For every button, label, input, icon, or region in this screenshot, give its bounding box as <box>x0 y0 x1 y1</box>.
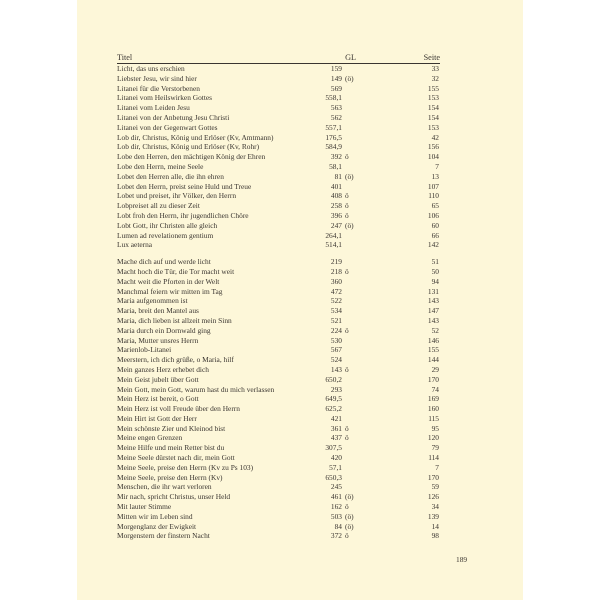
row-gl-number: 264,1 <box>325 230 342 240</box>
row-gl-number: 247 <box>330 220 342 230</box>
table-row <box>117 201 440 211</box>
table-row <box>117 103 440 113</box>
row-gl-number: 521 <box>330 315 342 325</box>
row-mark: (ö) <box>345 511 354 521</box>
row-gl-number: 149 <box>330 73 342 83</box>
table-row <box>117 482 440 492</box>
row-title: Mit lauter Stimme <box>117 502 172 512</box>
row-title: Meine engen Grenzen <box>117 433 183 443</box>
row-title: Lobpreiset all zu dieser Zeit <box>117 201 200 211</box>
row-page: 114 <box>428 453 439 463</box>
row-gl-number: 81 <box>334 171 342 181</box>
row-page: 170 <box>427 472 439 482</box>
row-page: 94 <box>431 276 439 286</box>
row-gl-number: 162 <box>330 502 342 512</box>
row-page: 14 <box>431 521 439 531</box>
row-page: 144 <box>427 355 439 365</box>
table-row <box>117 64 440 74</box>
table-row <box>117 74 440 84</box>
row-page: 50 <box>431 266 439 276</box>
row-title: Mein schönste Zier und Kleinod bist <box>117 423 226 433</box>
table-row <box>117 345 440 355</box>
table-row <box>117 424 440 434</box>
row-title: Macht weit die Pforten in der Welt <box>117 276 220 286</box>
table-row <box>117 443 440 453</box>
row-title: Maria, dich lieben ist allzeit mein Sinn <box>117 315 232 325</box>
row-title: Maria, breit den Mantel aus <box>117 306 199 316</box>
row-page: 115 <box>428 413 439 423</box>
row-gl-number: 650,3 <box>325 472 342 482</box>
table-row <box>117 231 440 241</box>
row-gl-number: 567 <box>330 345 342 355</box>
row-mark: (ö) <box>345 171 354 181</box>
row-title: Lob dir, Christus, König und Erlöser (Kv, Amtmann) <box>117 132 274 142</box>
header-gl: GL <box>345 53 356 62</box>
row-title: Manchmal feiern wir mitten im Tag <box>117 286 223 296</box>
row-gl-number: 569 <box>330 83 342 93</box>
row-gl-number: 421 <box>330 413 342 423</box>
row-page: 42 <box>431 132 439 142</box>
row-gl-number: 461 <box>330 492 342 502</box>
row-title: Meine Seele dürstet nach dir, mein Gott <box>117 453 235 463</box>
table-row <box>117 267 440 277</box>
row-page: 65 <box>431 201 439 211</box>
row-mark: ö <box>345 325 349 335</box>
row-mark: ö <box>345 502 349 512</box>
row-gl-number: 437 <box>330 433 342 443</box>
row-gl-number: 245 <box>330 482 342 492</box>
book-page <box>77 0 523 600</box>
row-mark: ö <box>345 201 349 211</box>
table-row <box>117 172 440 182</box>
row-gl-number: 408 <box>330 191 342 201</box>
row-gl-number: 503 <box>330 511 342 521</box>
row-gl-number: 218 <box>330 266 342 276</box>
row-title: Maria durch ein Dornwald ging <box>117 325 211 335</box>
table-row <box>117 385 440 395</box>
row-gl-number: 143 <box>330 364 342 374</box>
group-spacer <box>117 250 440 257</box>
table-row <box>117 123 440 133</box>
table-row <box>117 522 440 532</box>
row-mark: ö <box>345 152 349 162</box>
row-gl-number: 84 <box>334 521 342 531</box>
row-title: Mein Geist jubelt über Gott <box>117 374 199 384</box>
row-gl-number: 372 <box>330 531 342 541</box>
row-title: Litanei vom Leiden Jesu <box>117 103 190 113</box>
row-gl-number: 361 <box>330 423 342 433</box>
row-title: Litanei für die Verstorbenen <box>117 83 200 93</box>
row-mark: ö <box>345 364 349 374</box>
row-title: Litanei von der Anbetung Jesu Christi <box>117 112 230 122</box>
row-title: Lobe den Herren, den mächtigen König der Ehren <box>117 152 266 162</box>
row-page: 153 <box>427 93 439 103</box>
row-mark: ö <box>345 433 349 443</box>
table-row <box>117 296 440 306</box>
row-gl-number: 176,5 <box>325 132 342 142</box>
row-title: Lob dir, Christus, König und Erlöser (Kv, Rohr) <box>117 142 260 152</box>
row-gl-number: 159 <box>330 64 342 73</box>
table-row <box>117 394 440 404</box>
row-page: 51 <box>431 257 439 267</box>
row-gl-number: 522 <box>330 296 342 306</box>
row-title: Liebster Jesu, wir sind hier <box>117 73 197 83</box>
row-mark: (ö) <box>345 220 354 230</box>
page-number: 189 <box>456 555 468 564</box>
row-page: 160 <box>427 404 439 414</box>
row-gl-number: 472 <box>330 286 342 296</box>
row-page: 106 <box>427 210 439 220</box>
row-page: 143 <box>427 315 439 325</box>
table-row <box>117 414 440 424</box>
row-title: Meine Seele, preise den Herrn (Kv) <box>117 472 223 482</box>
row-page: 59 <box>431 482 439 492</box>
row-page: 156 <box>427 142 439 152</box>
row-page: 154 <box>427 103 439 113</box>
row-title: Morgenglanz der Ewigkeit <box>117 521 197 531</box>
row-gl-number: 420 <box>330 453 342 463</box>
index-group-l <box>117 64 440 250</box>
row-title: Lobet den Herren alle, die ihn ehren <box>117 171 224 181</box>
table-row <box>117 84 440 94</box>
row-title: Mitten wir im Leben sind <box>117 511 193 521</box>
table-row <box>117 326 440 336</box>
row-title: Lobt froh den Herrn, ihr jugendlichen Chöre <box>117 210 249 220</box>
row-title: Meine Seele, preise den Herrn (Kv zu Ps 103) <box>117 462 254 472</box>
table-row <box>117 162 440 172</box>
row-title: Meine Hilfe und mein Retter bist du <box>117 443 225 453</box>
row-gl-number: 58,1 <box>329 161 342 171</box>
row-gl-number: 530 <box>330 335 342 345</box>
row-title: Mein Hirt ist Gott der Herr <box>117 413 197 423</box>
row-gl-number: 650,2 <box>325 374 342 384</box>
row-page: 104 <box>427 152 439 162</box>
row-gl-number: 625,2 <box>325 404 342 414</box>
row-page: 7 <box>435 161 439 171</box>
table-row <box>117 133 440 143</box>
row-title: Licht, das uns erschien <box>117 64 185 73</box>
row-page: 60 <box>431 220 439 230</box>
row-page: 74 <box>431 384 439 394</box>
table-row <box>117 463 440 473</box>
row-page: 155 <box>427 83 439 93</box>
header-title: Titel <box>117 53 133 62</box>
table-row <box>117 211 440 221</box>
row-gl-number: 558,1 <box>325 93 342 103</box>
table-row <box>117 191 440 201</box>
row-title: Mein ganzes Herz erhebet dich <box>117 364 209 374</box>
row-page: 153 <box>427 122 439 132</box>
row-title: Mir nach, spricht Christus, unser Held <box>117 492 231 502</box>
row-gl-number: 524 <box>330 355 342 365</box>
table-row <box>117 531 440 541</box>
row-title: Lumen ad revelationem gentium <box>117 230 214 240</box>
row-page: 66 <box>431 230 439 240</box>
row-page: 142 <box>427 240 439 250</box>
row-gl-number: 514,1 <box>325 240 342 250</box>
table-row <box>117 113 440 123</box>
row-page: 155 <box>427 345 439 355</box>
table-row <box>117 257 440 267</box>
table-row <box>117 287 440 297</box>
row-title: Menschen, die ihr wart verloren <box>117 482 212 492</box>
table-row <box>117 277 440 287</box>
table-row <box>117 512 440 522</box>
table-row <box>117 316 440 326</box>
table-row <box>117 365 440 375</box>
table-row <box>117 404 440 414</box>
row-gl-number: 563 <box>330 103 342 113</box>
row-title: Mein Gott, mein Gott, warum hast du mich verlassen <box>117 384 275 394</box>
table-row <box>117 375 440 385</box>
row-gl-number: 360 <box>330 276 342 286</box>
row-title: Litanei vom Heilswirken Gottes <box>117 93 213 103</box>
header-seite: Seite <box>423 53 440 62</box>
row-gl-number: 562 <box>330 112 342 122</box>
row-page: 98 <box>431 531 439 541</box>
row-title: Maria, Mutter unsres Herrn <box>117 335 199 345</box>
row-gl-number: 584,9 <box>325 142 342 152</box>
row-title: Meerstern, ich dich grüße, o Maria, hilf <box>117 355 234 365</box>
row-title: Mein Herz ist bereit, o Gott <box>117 394 199 404</box>
row-title: Mache dich auf und werde licht <box>117 257 211 267</box>
row-gl-number: 219 <box>330 257 342 267</box>
index-group-m <box>117 257 440 541</box>
row-gl-number: 534 <box>330 306 342 316</box>
row-page: 79 <box>431 443 439 453</box>
row-title: Lobet und preiset, ihr Völker, den Herrn <box>117 191 237 201</box>
row-page: 154 <box>427 112 439 122</box>
row-gl-number: 224 <box>330 325 342 335</box>
row-mark: (ö) <box>345 492 354 502</box>
row-gl-number: 293 <box>330 384 342 394</box>
table-row <box>117 221 440 231</box>
table-row <box>117 336 440 346</box>
row-mark: ö <box>345 266 349 276</box>
row-title: Maria aufgenommen ist <box>117 296 188 306</box>
table-row <box>117 453 440 463</box>
row-mark: ö <box>345 191 349 201</box>
row-page: 147 <box>427 306 439 316</box>
table-row <box>117 502 440 512</box>
row-page: 34 <box>431 502 439 512</box>
row-page: 120 <box>427 433 439 443</box>
row-page: 52 <box>431 325 439 335</box>
table-row <box>117 240 440 250</box>
row-gl-number: 307,5 <box>325 443 342 453</box>
row-page: 107 <box>427 181 439 191</box>
row-page: 139 <box>427 511 439 521</box>
row-mark: ö <box>345 210 349 220</box>
row-title: Morgenstern der finstern Nacht <box>117 531 210 541</box>
table-row <box>117 306 440 316</box>
row-page: 29 <box>431 364 439 374</box>
row-page: 33 <box>431 64 439 73</box>
row-gl-number: 557,1 <box>325 122 342 132</box>
row-page: 13 <box>431 171 439 181</box>
row-title: Macht hoch die Tür, die Tor macht weit <box>117 266 235 276</box>
row-page: 7 <box>435 462 439 472</box>
index-table <box>117 52 440 541</box>
row-page: 169 <box>427 394 439 404</box>
row-gl-number: 396 <box>330 210 342 220</box>
row-title: Lobet den Herrn, preist seine Huld und Treue <box>117 181 252 191</box>
row-title: Lobe den Herrn, meine Seele <box>117 161 204 171</box>
table-row <box>117 93 440 103</box>
table-row <box>117 355 440 365</box>
row-page: 146 <box>427 335 439 345</box>
row-title: Mein Herz ist voll Freude über den Herrn <box>117 404 240 414</box>
row-mark: ö <box>345 531 349 541</box>
table-row <box>117 473 440 483</box>
row-gl-number: 401 <box>330 181 342 191</box>
table-row <box>117 433 440 443</box>
row-page: 110 <box>428 191 439 201</box>
row-page: 143 <box>427 296 439 306</box>
row-gl-number: 649,5 <box>325 394 342 404</box>
row-title: Litanei von der Gegenwart Gottes <box>117 122 218 132</box>
row-mark: ö <box>345 423 349 433</box>
row-title: Lux aeterna <box>117 240 153 250</box>
table-row <box>117 182 440 192</box>
row-title: Marienlob-Litanei <box>117 345 172 355</box>
row-page: 126 <box>427 492 439 502</box>
table-row <box>117 492 440 502</box>
row-page: 170 <box>427 374 439 384</box>
row-page: 95 <box>431 423 439 433</box>
table-header <box>117 52 440 64</box>
row-page: 131 <box>427 286 439 296</box>
row-gl-number: 392 <box>330 152 342 162</box>
row-mark: (ö) <box>345 521 354 531</box>
row-mark: (ö) <box>345 73 354 83</box>
row-title: Lobt Gott, ihr Christen alle gleich <box>117 220 218 230</box>
table-row <box>117 142 440 152</box>
table-row <box>117 152 440 162</box>
row-gl-number: 258 <box>330 201 342 211</box>
row-gl-number: 57,1 <box>329 462 342 472</box>
row-page: 32 <box>431 73 439 83</box>
